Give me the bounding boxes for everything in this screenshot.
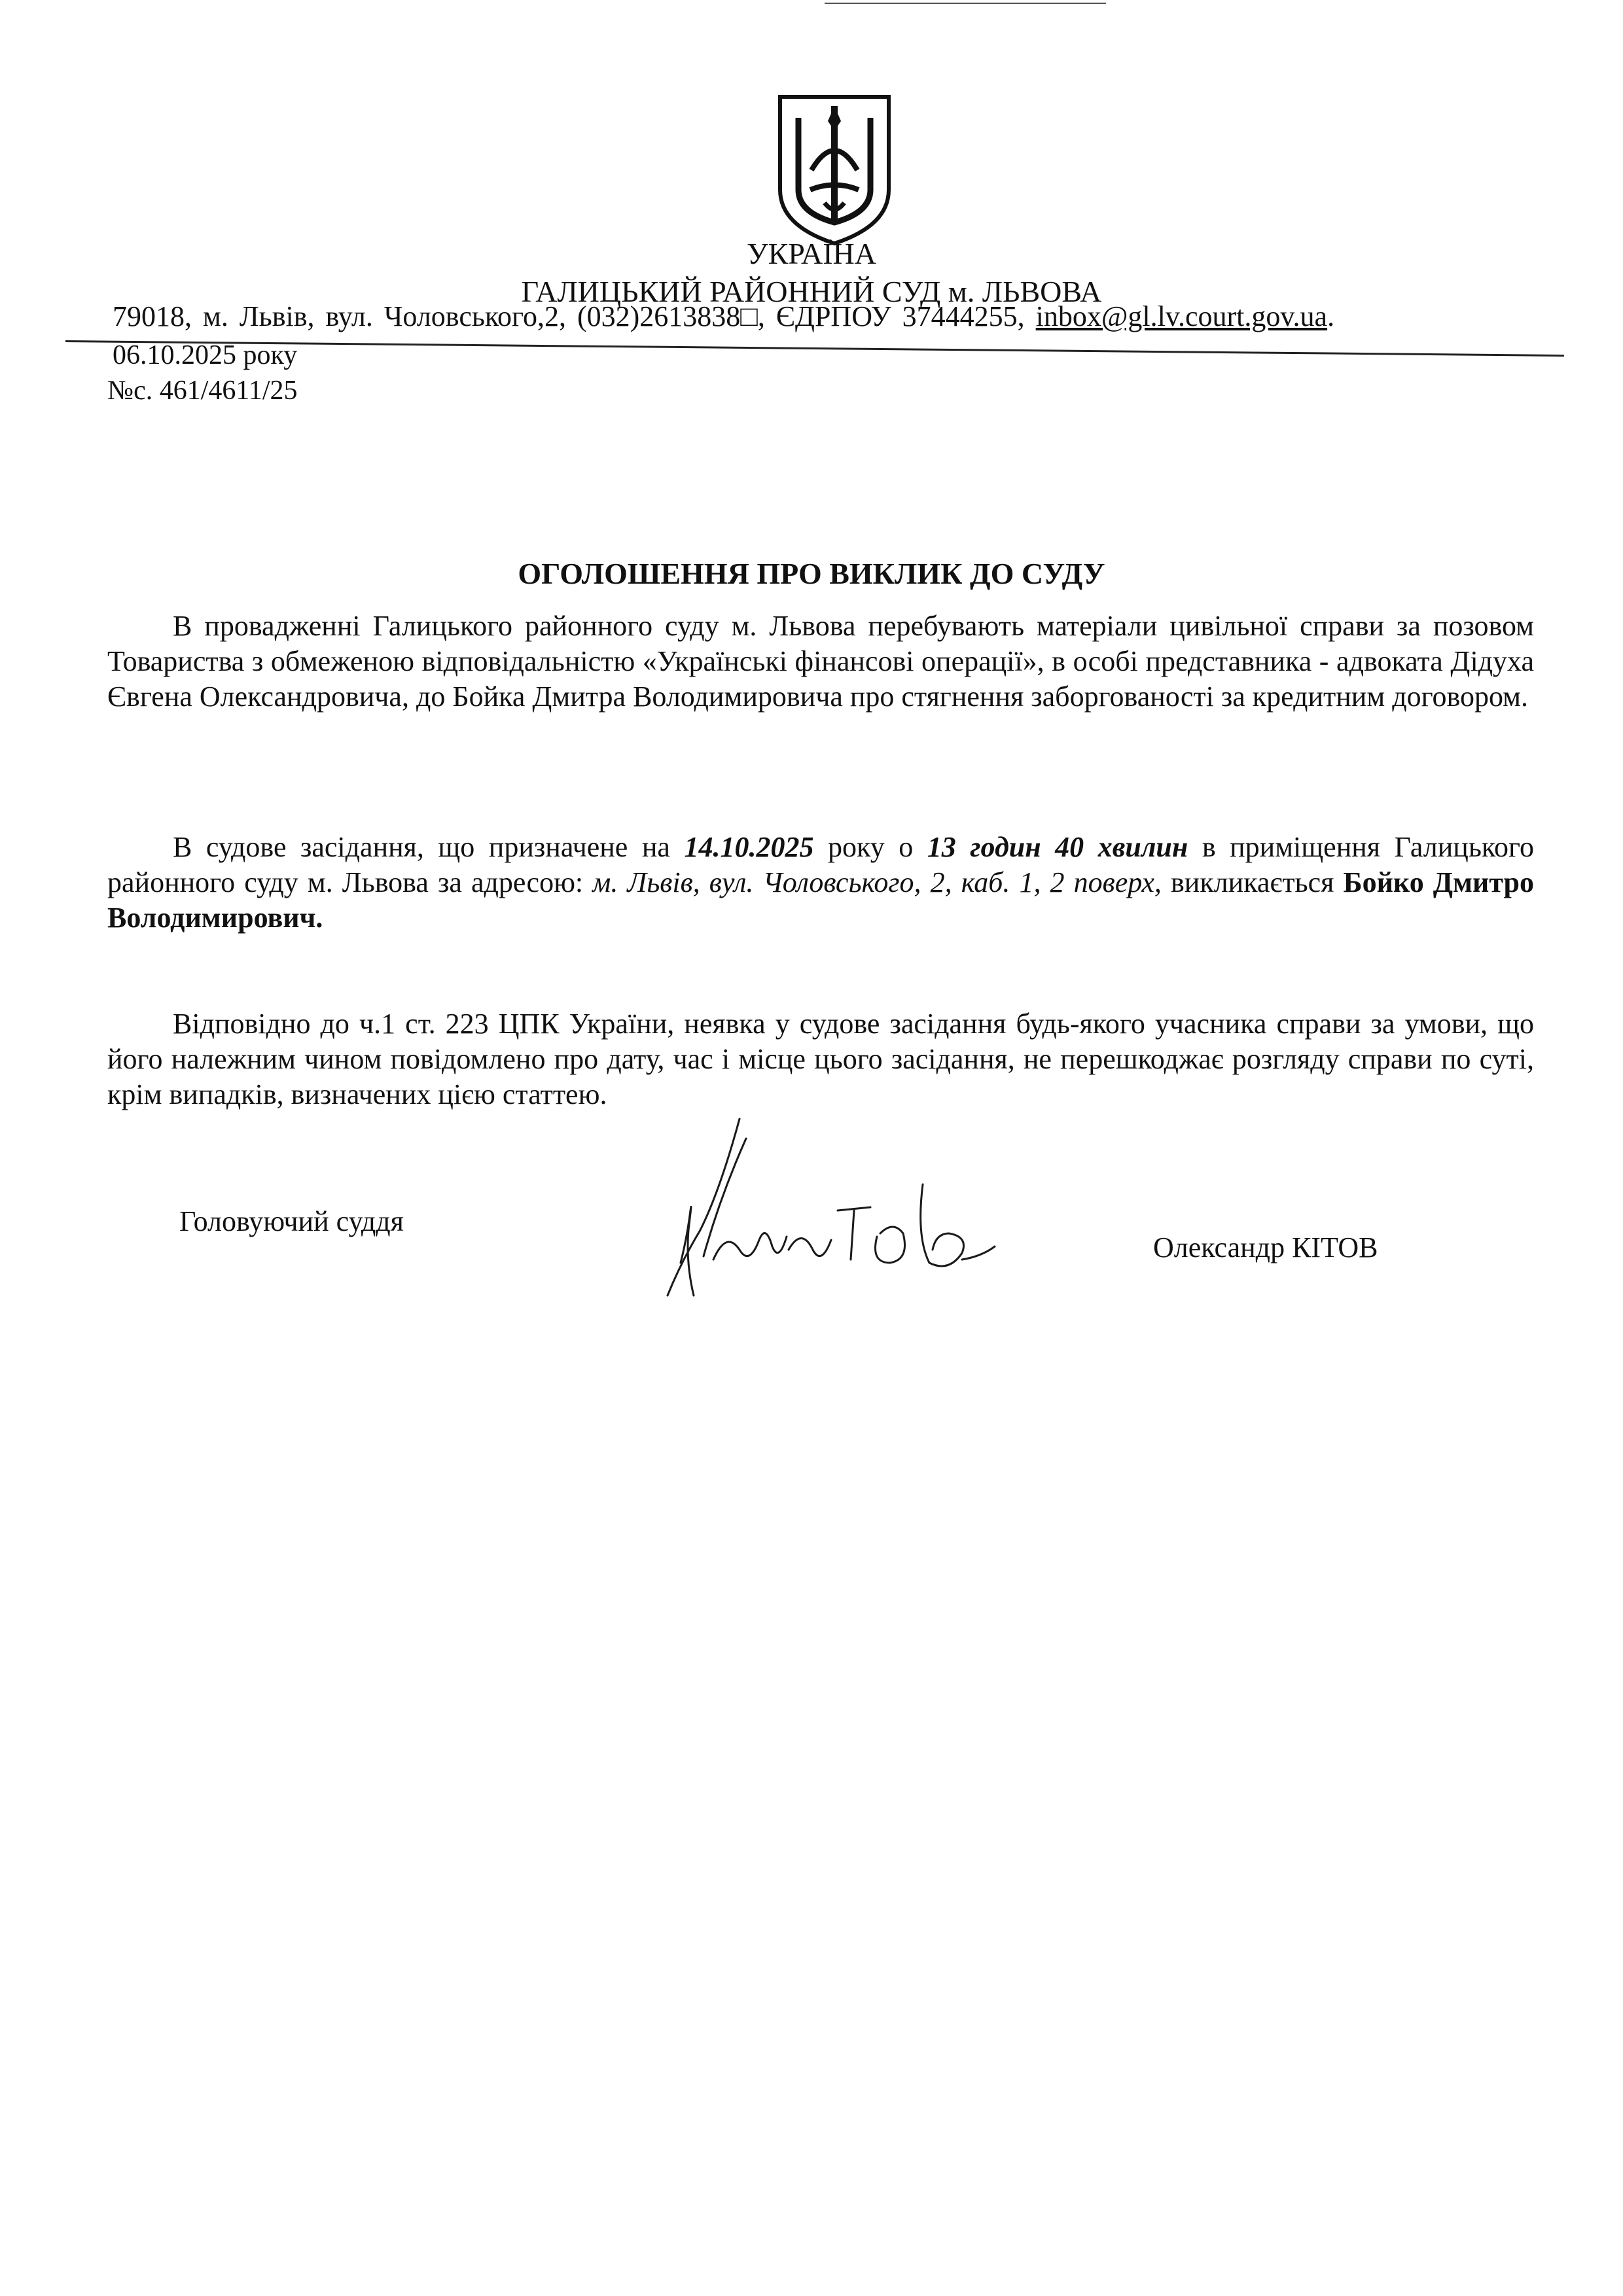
paragraph-legal-basis <box>107 1006 1534 1112</box>
paragraph-proceedings-text: В провадженні Галицького районного суду м. Львова перебувають матеріали цивільної справи за позовом Товариства з обмеженою відповідальністю «Українські фінансові операції», в особі представника - адвоката Дідуха Євгена Олександровича, до Бойка Дмитра Володимировича про стягнення заборгованості за кредитним договором. <box>107 610 1534 713</box>
court-address: 79018, м. Львів, вул. Чоловського,2, (032)2613838□, ЄДРПОУ 37444255, <box>113 300 1025 332</box>
summons-text-b: року о <box>813 831 927 863</box>
hearing-address: м. Львів, вул. Чоловського, 2, каб. 1, 2 поверх, <box>592 866 1162 898</box>
summons-text-a: В судове засідання, що призначене на <box>173 831 685 863</box>
case-number: №с. 461/4611/25 <box>107 376 298 406</box>
court-email-suffix: . <box>1327 300 1335 332</box>
court-email-link[interactable]: inbox@gl.lv.court.gov.ua <box>1035 300 1328 332</box>
country-name: УКРАЇНА <box>747 237 876 270</box>
hearing-time: 13 годин 40 хвилин <box>927 831 1188 863</box>
paragraph-legal-basis-text: Відповідно до ч.1 ст. 223 ЦПК України, неявка у судове засідання будь-якого учасника справи за умови, що його належним чином повідомлено про дату, час і місце цього засідання, не перешкоджає розгляду справи по суті, крім випадків, визначених цією статтею. <box>107 1008 1534 1110</box>
paragraph-proceedings <box>107 609 1534 715</box>
judge-name: Олександр КІТОВ <box>1153 1231 1378 1263</box>
judge-signature <box>641 1099 1008 1309</box>
paragraph-summons <box>107 830 1534 936</box>
judge-role: Головуючий суддя <box>179 1205 404 1237</box>
summoned-person: Бойко Дмитро Володимирович. <box>107 866 1535 934</box>
document-date: 06.10.2025 року <box>113 340 298 370</box>
document-title: ОГОЛОШЕННЯ ПРО ВИКЛИК ДО СУДУ <box>518 557 1105 590</box>
summons-text-c: в приміщення Галицького районного суду м. Львова за адресою: <box>107 831 1535 898</box>
hearing-date: 14.10.2025 <box>684 831 814 863</box>
scan-artifact-line <box>825 3 1106 4</box>
court-name: ГАЛИЦЬКИЙ РАЙОННИЙ СУД м. ЛЬВОВА <box>521 275 1102 308</box>
court-address-line <box>113 298 1334 335</box>
summons-text-d: викликається <box>1161 866 1344 898</box>
coat-of-arms-icon <box>772 92 897 249</box>
